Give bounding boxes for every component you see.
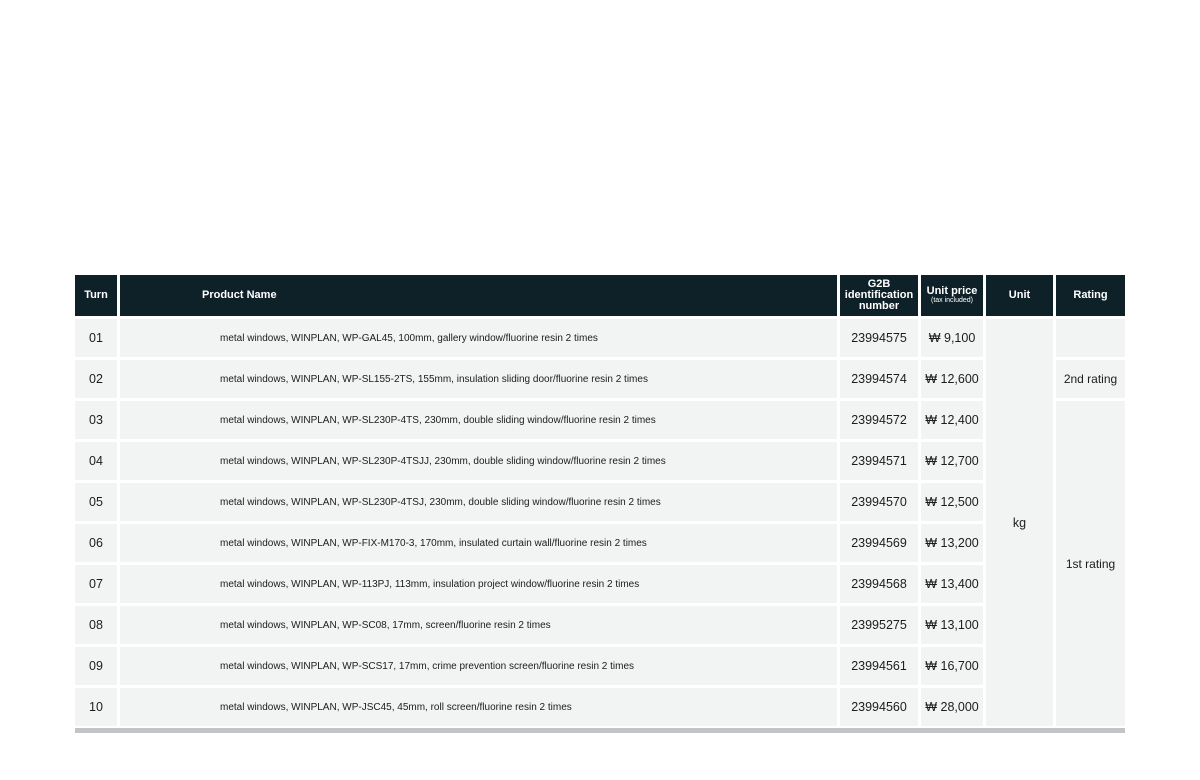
table-row xyxy=(75,401,1125,439)
price-cell: ₩ 12,600 xyxy=(921,360,983,398)
price-table xyxy=(72,272,1128,729)
product-name-cell: metal windows, WINPLAN, WP-SL230P-4TSJ, 230mm, double sliding window/fluorine resin 2 times xyxy=(120,483,837,521)
rating-cell-2nd: 2nd rating xyxy=(1056,360,1125,398)
table-row xyxy=(75,647,1125,685)
g2b-cell: 23994561 xyxy=(840,647,918,685)
product-name-cell: metal windows, WINPLAN, WP-SL230P-4TS, 230mm, double sliding window/fluorine resin 2 times xyxy=(120,401,837,439)
header-unit-price-note: (tax included) xyxy=(930,297,974,304)
product-name-cell: metal windows, WINPLAN, WP-SL155-2TS, 155mm, insulation sliding door/fluorine resin 2 times xyxy=(120,360,837,398)
table-row xyxy=(75,319,1125,357)
turn-cell: 02 xyxy=(75,360,117,398)
table-bottom-rule xyxy=(75,728,1125,733)
table-row xyxy=(75,442,1125,480)
g2b-cell: 23994575 xyxy=(840,319,918,357)
g2b-cell: 23994574 xyxy=(840,360,918,398)
turn-cell: 10 xyxy=(75,688,117,726)
header-unit-price xyxy=(921,275,983,316)
header-unit: Unit xyxy=(986,275,1053,316)
price-cell: ₩ 12,400 xyxy=(921,401,983,439)
turn-cell: 01 xyxy=(75,319,117,357)
product-name-cell: metal windows, WINPLAN, WP-113PJ, 113mm, insulation project window/fluorine resin 2 times xyxy=(120,565,837,603)
g2b-cell: 23995275 xyxy=(840,606,918,644)
product-name-cell: metal windows, WINPLAN, WP-FIX-M170-3, 170mm, insulated curtain wall/fluorine resin 2 times xyxy=(120,524,837,562)
price-cell: ₩ 12,500 xyxy=(921,483,983,521)
product-name-cell: metal windows, WINPLAN, WP-SL230P-4TSJJ, 230mm, double sliding window/fluorine resin 2 times xyxy=(120,442,837,480)
g2b-cell: 23994568 xyxy=(840,565,918,603)
turn-cell: 07 xyxy=(75,565,117,603)
product-name-cell: metal windows, WINPLAN, WP-JSC45, 45mm, roll screen/fluorine resin 2 times xyxy=(120,688,837,726)
turn-cell: 08 xyxy=(75,606,117,644)
g2b-cell: 23994560 xyxy=(840,688,918,726)
table-header-row xyxy=(75,275,1125,316)
header-unit-price-label: Unit price xyxy=(926,285,978,297)
table-row xyxy=(75,524,1125,562)
header-rating: Rating xyxy=(1056,275,1125,316)
g2b-cell: 23994570 xyxy=(840,483,918,521)
price-cell: ₩ 16,700 xyxy=(921,647,983,685)
turn-cell: 09 xyxy=(75,647,117,685)
table-row xyxy=(75,483,1125,521)
table-row xyxy=(75,565,1125,603)
g2b-cell: 23994572 xyxy=(840,401,918,439)
price-table-container xyxy=(75,275,1125,726)
turn-cell: 03 xyxy=(75,401,117,439)
price-cell: ₩ 13,200 xyxy=(921,524,983,562)
price-cell: ₩ 13,400 xyxy=(921,565,983,603)
table-row xyxy=(75,688,1125,726)
price-cell: ₩ 13,100 xyxy=(921,606,983,644)
g2b-cell: 23994569 xyxy=(840,524,918,562)
turn-cell: 05 xyxy=(75,483,117,521)
product-name-cell: metal windows, WINPLAN, WP-SC08, 17mm, screen/fluorine resin 2 times xyxy=(120,606,837,644)
table-row xyxy=(75,606,1125,644)
header-g2b: G2B identification number xyxy=(840,275,918,316)
g2b-cell: 23994571 xyxy=(840,442,918,480)
turn-cell: 04 xyxy=(75,442,117,480)
price-cell: ₩ 28,000 xyxy=(921,688,983,726)
product-name-cell: metal windows, WINPLAN, WP-SCS17, 17mm, crime prevention screen/fluorine resin 2 times xyxy=(120,647,837,685)
table-row xyxy=(75,360,1125,398)
unit-cell: kg xyxy=(986,319,1053,726)
price-cell: ₩ 12,700 xyxy=(921,442,983,480)
header-turn: Turn xyxy=(75,275,117,316)
price-cell: ₩ 9,100 xyxy=(921,319,983,357)
product-name-cell: metal windows, WINPLAN, WP-GAL45, 100mm, gallery window/fluorine resin 2 times xyxy=(120,319,837,357)
header-product-name: Product Name xyxy=(120,275,837,316)
rating-cell-empty xyxy=(1056,319,1125,357)
rating-cell-1st: 1st rating xyxy=(1056,401,1125,726)
turn-cell: 06 xyxy=(75,524,117,562)
